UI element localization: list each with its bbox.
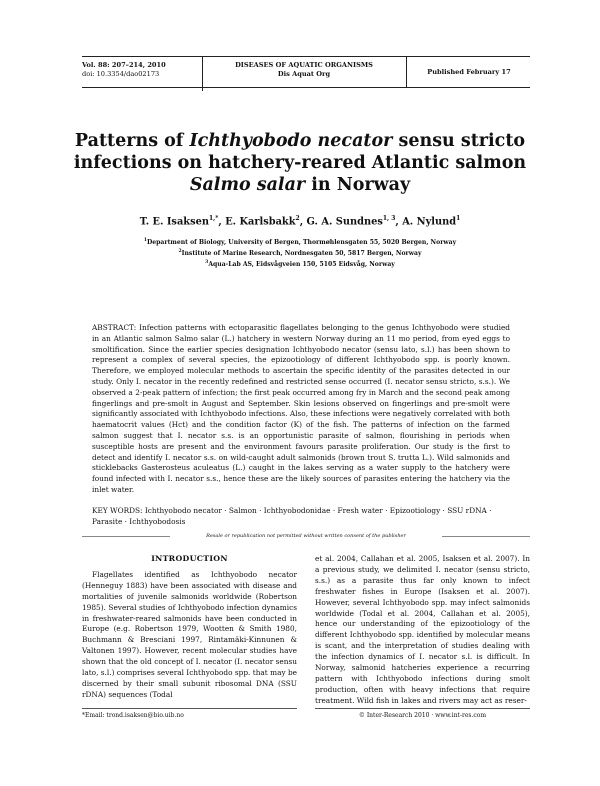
abstract: ABSTRACT: Infection patterns with ectoparasitic flagellates belonging to the genus Ichthyobodo were studied in an Atlantic salmon Salmo salar (L.) hatchery in western Norway during an 11 mo period, from eyed eggs to smoltification. Since the earlier species designation Ichthyobodo necator (sensu lato, s.l.) has been shown to represent a complex of several species, the epizootiology of different Ichthyobodo spp. is poorly known. Therefore, we employed molecular methods to ascertain the specific identity of the parasites detected in our study. Only I. necator in the recently redefined and restricted sense occurred (I. necator sensu stricto, s.s.). We observed a 2-peak pattern of infection; the first peak occurred among fry in March and the second peak among fingerlings and pre-smolt in August and September. Skin lesions observed on fingerlings and pre-smolt were significantly associated with Ichthyobodo infections. Also, these infections were negatively correlated with both haematocrit values (Hct) and the condition factor (K) of the fish. The patterns of infection on the farmed salmon suggest that I. necator s.s. is an opportunistic parasite of salmon, flourishing in periods when susceptible hosts are present and the environment favours parasite proliferation. Our study is the first to detect and identify I. necator s.s. on wild-caught adult salmonids (brown trout S. trutta L.). Wild salmonids and sticklebacks Gasterosteus aculeatus (L.) caught in the lakes serving as a water supply to the hatchery were found infected with I. necator s.s., hence these are the likely sources of parasites entering the hatchery via the inlet water. [92,323,510,494]
author-list: T. E. Isaksen$^{1,*}$, E. Karlsbakk$^2$, G. A. Sundnes$^{1, 3}$, A. Nylund$^1$ [139,215,461,228]
intro-left-column [82,554,297,701]
article-title: Patterns of Ichthyobodo necator sensu stricto infections on hatchery-reared Atlantic salmon Salmo salar in Norway [73,131,527,195]
author: A. Nylund [402,216,457,228]
journal-header [82,56,530,88]
author: E. Karlsbakk [225,216,296,228]
affiliations [60,236,540,269]
journal-name [202,57,406,91]
volume-info [82,57,203,91]
doi[interactable]: doi: 10.3354/dao02173 [82,70,160,78]
keywords: KEY WORDS: Ichthyobodo necator · Salmon · Ichthyobodonidae · Fresh water · Epizootiology · SSU rDNA · Parasite · Ichthyobodosis [92,506,492,526]
paragraph: Flagellates identified as Ichthyobodo necator (Henneguy 1883) have been associated with disease and mortalities of juvenile salmonids worldwide (Robertson 1985). Several studies of Ichthyobodo infection dynamics in freshwater-reared salmonids have been conducted in Europe (e.g. Robertson 1979, Wootten & Smith 1980, Buchmann & Bresciani 1997, Rintamäki-Kinnunen & Valtonen 1997). However, recent molecular studies have shown that the old concept of I. necator (I. necator sensu lato, s.l.) comprises several Ichthyobodo spp. that may be discerned by their small subunit ribosomal DNA (SSU rDNA) sequences (Todal [82,569,297,699]
intro-right-column [315,554,530,707]
footnote-email[interactable]: *Email: trond.isaksen@bio.uib.no [82,708,297,719]
journal-title: DISEASES OF AQUATIC ORGANISMS [235,61,373,69]
section-heading: INTRODUCTION [151,554,228,563]
paragraph: et al. 2004, Callahan et al. 2005, Isaksen et al. 2007). In a previous study, we delimited I. necator (sensu stricto, s.s.) as a parasite thus far only known to infect freshwater fishes in Europe (Isaksen et al. 2007). However, several Ichthyobodo spp. may infect salmonids worldwide (Todal et al. 2004, Callahan et al. 2005), hence our understanding of the epizootiology of the different Ichthyobodo spp. identified by molecular means is scant, and the interpretation of studies dealing with the infection dynamics of I. necator s.l. is difficult. In Norway, salmonid hatcheries experience a recurring pattern with Ichthyobodo infections during smolt production, often with heavy infections that require treatment. Wild fish in lakes and rivers may act as reser- [315,554,530,705]
author: G. A. Sundnes [306,216,383,228]
resale-notice: Resale or republication not permitted without written consent of the publisher [82,533,530,539]
footer-copyright: © Inter-Research 2010 · www.int-res.com [315,708,530,719]
affiliation: $^2$Institute of Marine Research, Nordnesgaten 50, 5817 Bergen, Norway [178,249,422,258]
affiliation: $^1$Department of Biology, University of Bergen, Thormøhlensgaten 55, 5020 Bergen, Norway [143,238,457,247]
affiliation: $^3$Aqua-Lab AS, Eidsvågveien 150, 5105 Eidsvåg, Norway [205,260,395,269]
published-date: Published February 17 [406,57,531,87]
volume: Vol. 88: 207–214, 2010 [82,61,166,69]
author: T. E. Isaksen [139,216,209,228]
journal-abbreviation: Dis Aquat Org [277,70,331,78]
